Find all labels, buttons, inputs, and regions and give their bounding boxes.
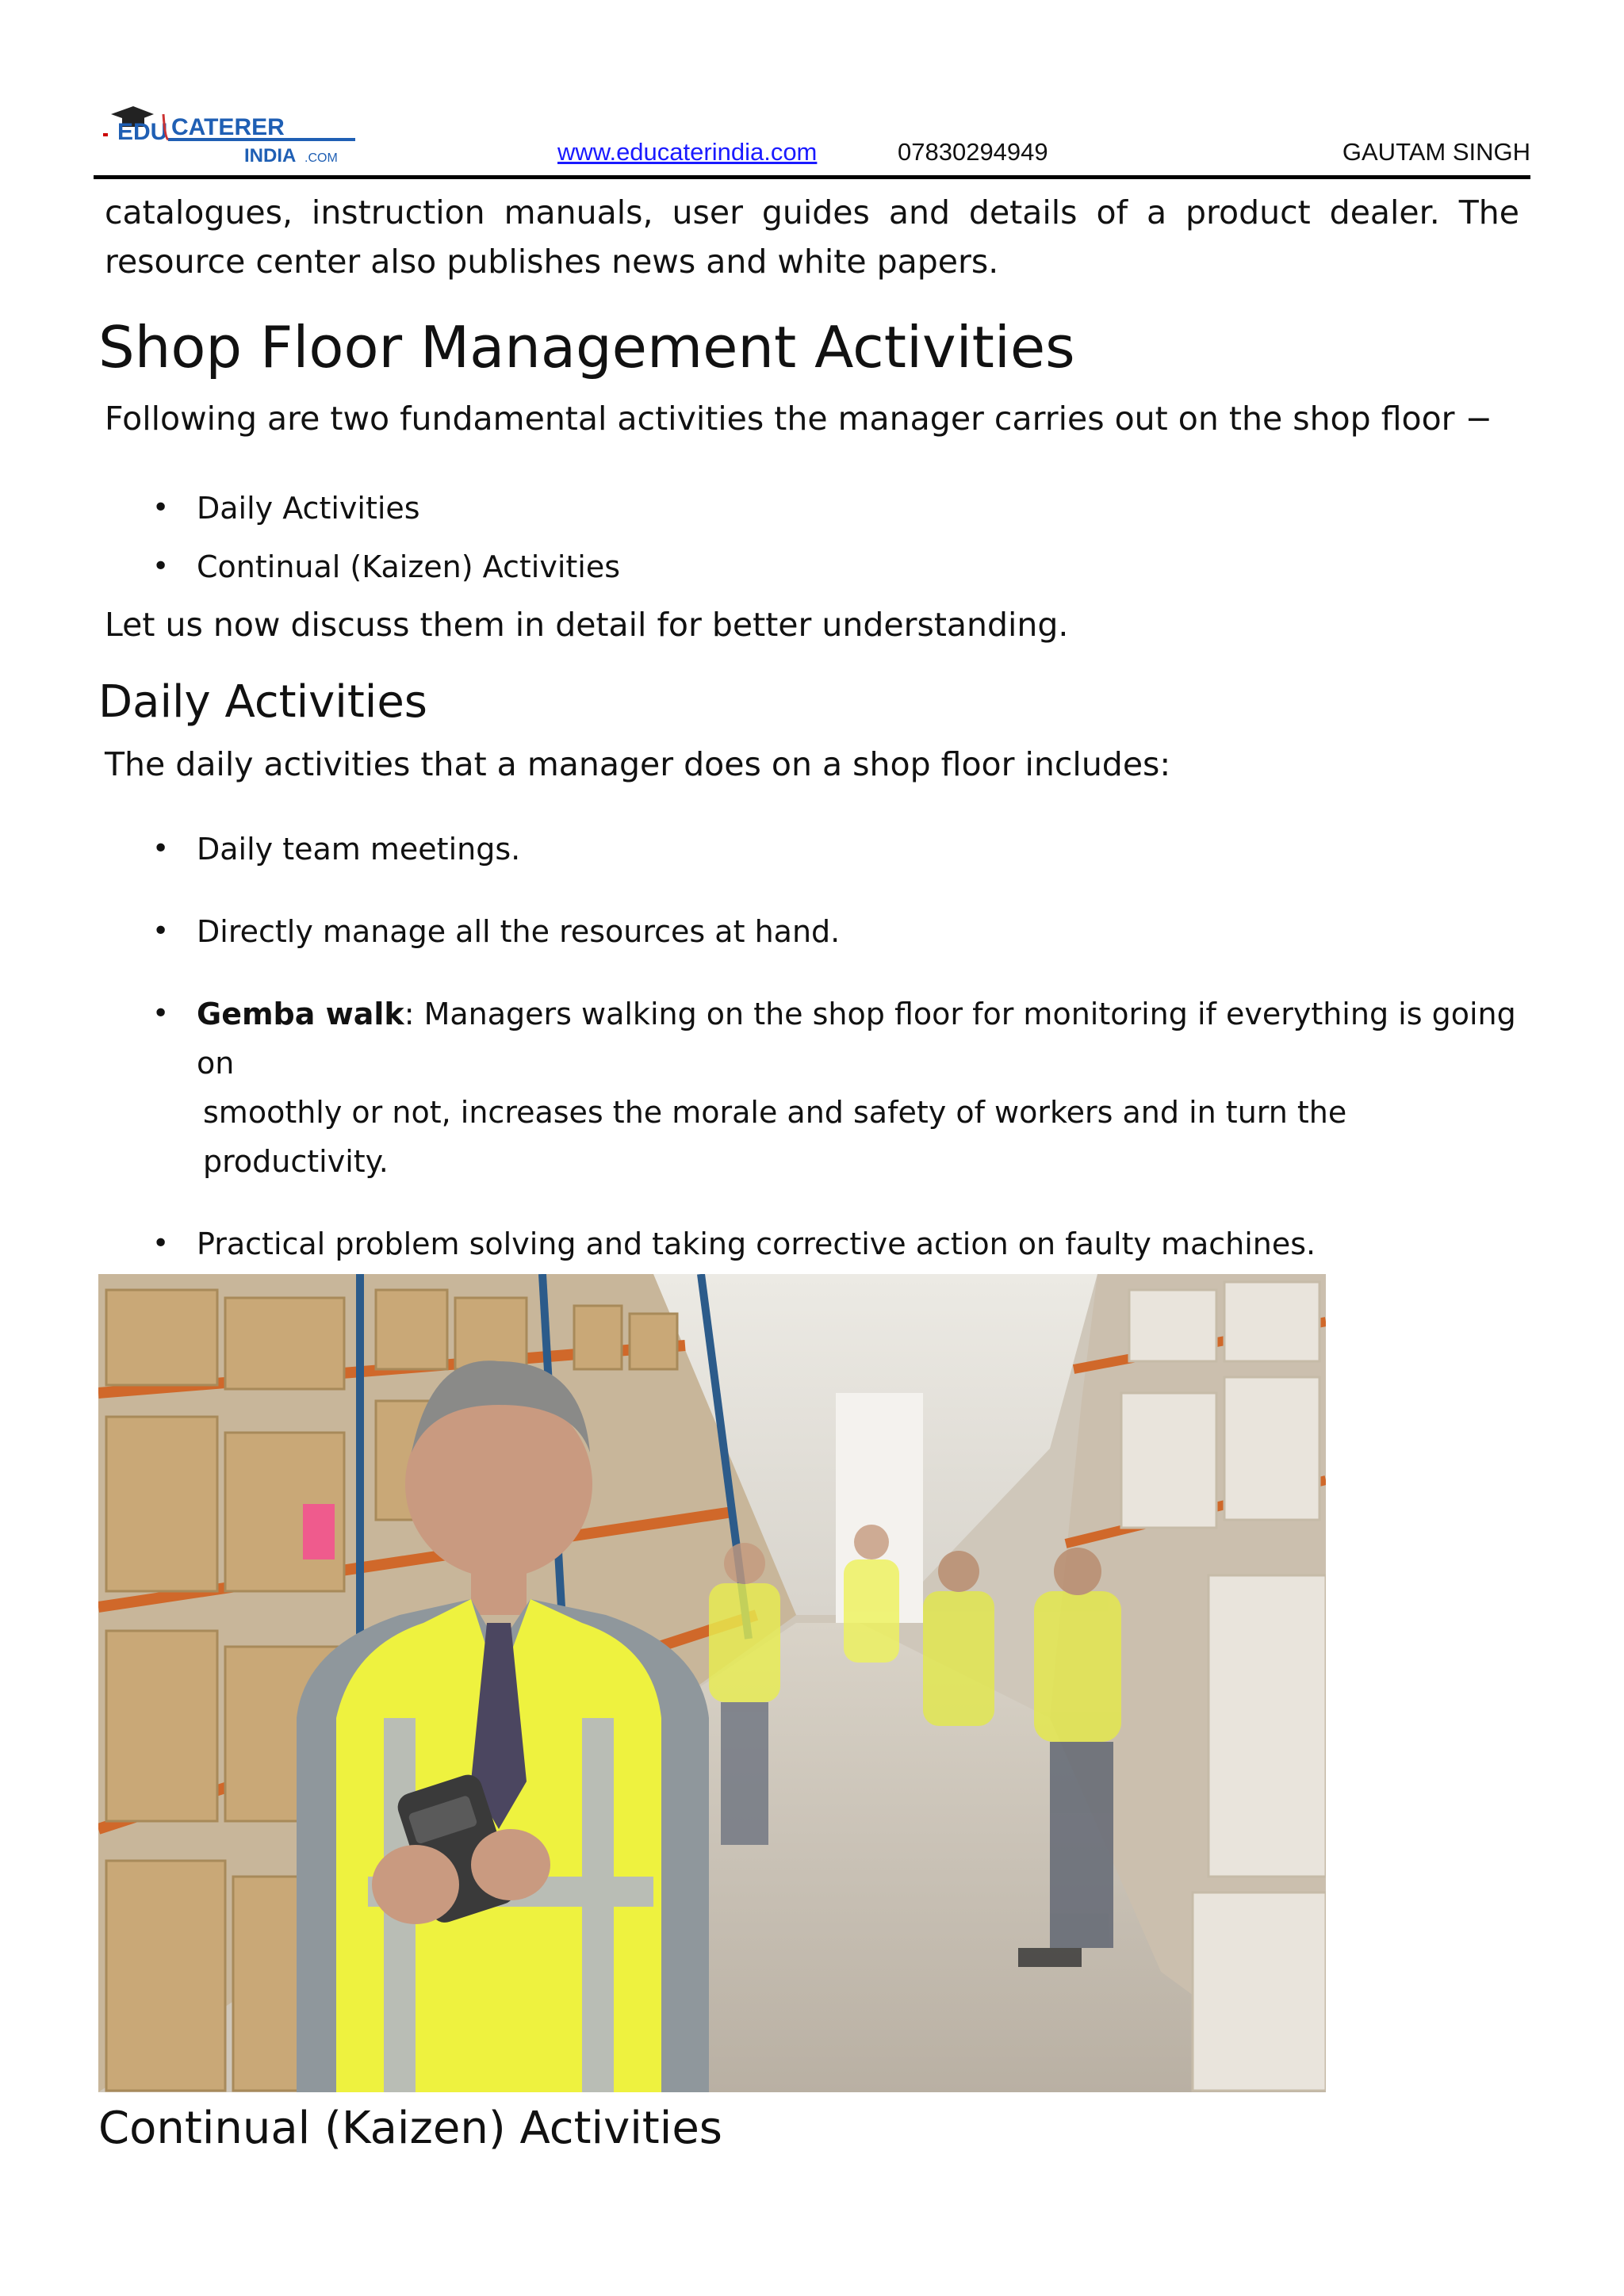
list-item: • Daily Activities <box>105 484 1524 533</box>
list-item: • Directly manage all the resources at hand. <box>105 907 1524 956</box>
page-header <box>94 94 1530 181</box>
main-activities-list <box>105 484 1524 591</box>
list-item: • Daily team meetings. <box>105 825 1524 874</box>
svg-text:EDU: EDU <box>117 119 168 145</box>
section-main-follow: Let us now discuss them in detail for better understanding. <box>105 606 1069 644</box>
educaterer-logo <box>102 100 363 171</box>
list-item: • Continual (Kaizen) Activities <box>105 542 1524 591</box>
section-title-daily: Daily Activities <box>98 676 427 728</box>
svg-text:.COM: .COM <box>304 151 338 165</box>
intro-line-2: resource center also publishes news and white papers. <box>105 243 999 281</box>
daily-lead: The daily activities that a manager does on a shop floor includes: <box>105 745 1171 783</box>
website-link[interactable]: www.educaterindia.com <box>557 138 818 166</box>
phone-number: 07830294949 <box>898 138 1048 166</box>
intro-line-1: catalogues, instruction manuals, user guides and details of a product dealer. The <box>105 193 1519 232</box>
list-item: • Practical problem solving and taking corrective action on faulty machines. <box>105 1219 1524 1269</box>
svg-text:INDIA: INDIA <box>244 145 297 166</box>
section-title-main: Shop Floor Management Activities <box>98 314 1075 381</box>
header-rule <box>94 175 1530 179</box>
warehouse-photo-art <box>98 1274 1326 2092</box>
author-name: GAUTAM SINGH <box>1342 138 1530 166</box>
svg-text:CATERER: CATERER <box>171 114 285 140</box>
list-item: • Gemba walk: Managers walking on the shop floor for monitoring if everything is going on smoothly or not, increases the morale and safety of workers and in turn the productivity. <box>105 989 1524 1186</box>
gemba-walk-term: Gemba walk <box>197 997 404 1031</box>
warehouse-photo <box>98 1274 1326 2092</box>
section-title-kaizen: Continual (Kaizen) Activities <box>98 2103 722 2154</box>
section-main-lead: Following are two fundamental activities the manager carries out on the shop floor − <box>105 400 1492 438</box>
